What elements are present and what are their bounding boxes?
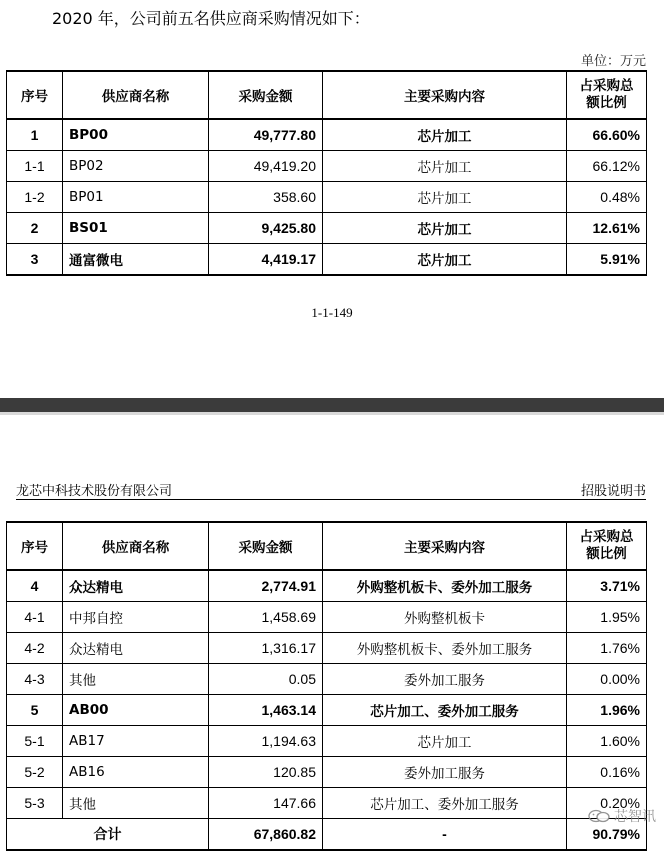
unit-label: 单位：万元 [580,54,646,69]
cell-seq: 4-3 [7,664,63,695]
cell-supplier-name: BP01 [63,182,209,213]
cell-pct: 0.00% [567,664,647,695]
header-name: 供应商名称 [63,522,209,570]
cell-amount: 9,425.80 [209,213,323,244]
cell-supplier-name: 通富微电 [63,244,209,276]
supplier-table-top [6,70,647,276]
table-row [7,664,647,695]
cell-content: 芯片加工、委外加工服务 [323,695,567,726]
cell-supplier-name: 中邦自控 [63,602,209,633]
cell-pct: 3.71% [567,570,647,602]
cell-pct: 66.12% [567,151,647,182]
header-seq: 序号 [7,522,63,570]
cell-seq: 5-3 [7,788,63,819]
cell-supplier-name: AB00 [63,695,209,726]
header-pct: 占采购总额比例 [567,522,647,570]
intro-text: 2020 年，公司前五名供应商采购情况如下： [52,9,370,28]
table-header-row [7,71,647,119]
cell-pct: 1.96% [567,695,647,726]
cell-seq: 4-1 [7,602,63,633]
header-name: 供应商名称 [63,71,209,119]
wechat-icon [588,809,610,823]
cell-supplier-name: BS01 [63,213,209,244]
cell-amount: 120.85 [209,757,323,788]
cell-amount: 49,777.80 [209,119,323,151]
cell-amount: 0.05 [209,664,323,695]
cell-seq: 5 [7,695,63,726]
cell-amount: 4,419.17 [209,244,323,276]
table-row [7,695,647,726]
cell-pct: 1.60% [567,726,647,757]
cell-content: 芯片加工、委外加工服务 [323,788,567,819]
cell-amount: 1,463.14 [209,695,323,726]
header-content: 主要采购内容 [323,71,567,119]
header-amount: 采购金额 [209,522,323,570]
cell-content: 芯片加工 [323,244,567,276]
total-content: - [323,819,567,851]
company-name: 龙芯中科技术股份有限公司 [16,484,173,499]
table-row [7,570,647,602]
table-row [7,788,647,819]
cell-amount: 358.60 [209,182,323,213]
cell-amount: 49,419.20 [209,151,323,182]
total-amount: 67,860.82 [209,819,323,851]
cell-supplier-name: 其他 [63,664,209,695]
cell-pct: 1.76% [567,633,647,664]
table-row [7,602,647,633]
table-row [7,244,647,276]
cell-supplier-name: 众达精电 [63,570,209,602]
cell-amount: 1,194.63 [209,726,323,757]
cell-seq: 1-1 [7,151,63,182]
watermark-text: 芯智讯 [614,809,656,825]
cell-content: 芯片加工 [323,151,567,182]
watermark [588,806,656,826]
cell-seq: 1 [7,119,63,151]
table-row [7,633,647,664]
cell-pct: 1.95% [567,602,647,633]
cell-seq: 3 [7,244,63,276]
cell-seq: 5-2 [7,757,63,788]
cell-supplier-name: AB17 [63,726,209,757]
cell-content: 外购整机板卡、委外加工服务 [323,633,567,664]
total-pct: 90.79% [567,819,647,851]
document-type: 招股说明书 [580,484,646,499]
cell-amount: 1,316.17 [209,633,323,664]
cell-supplier-name: BP00 [63,119,209,151]
cell-supplier-name: 众达精电 [63,633,209,664]
cell-amount: 1,458.69 [209,602,323,633]
cell-content: 委外加工服务 [323,664,567,695]
cell-supplier-name: AB16 [63,757,209,788]
table-row [7,119,647,151]
total-row [7,819,647,851]
cell-content: 芯片加工 [323,182,567,213]
header-amount: 采购金额 [209,71,323,119]
cell-content: 芯片加工 [323,726,567,757]
total-label: 合计 [7,819,209,851]
cell-content: 委外加工服务 [323,757,567,788]
cell-pct: 0.16% [567,757,647,788]
table-row [7,151,647,182]
cell-seq: 1-2 [7,182,63,213]
page-number: 1-1-149 [311,305,353,320]
cell-content: 芯片加工 [323,119,567,151]
table-row [7,213,647,244]
cell-seq: 4-2 [7,633,63,664]
header-content: 主要采购内容 [323,522,567,570]
cell-pct: 66.60% [567,119,647,151]
supplier-table-bottom [6,521,647,851]
cell-amount: 147.66 [209,788,323,819]
cell-content: 外购整机板卡、委外加工服务 [323,570,567,602]
cell-supplier-name: 其他 [63,788,209,819]
cell-pct: 5.91% [567,244,647,276]
cell-pct: 12.61% [567,213,647,244]
cell-seq: 5-1 [7,726,63,757]
cell-amount: 2,774.91 [209,570,323,602]
table-row [7,757,647,788]
cell-content: 外购整机板卡 [323,602,567,633]
table-header-row [7,522,647,570]
page-break-bar [0,398,664,412]
page-break-shadow [0,412,664,415]
header-pct: 占采购总额比例 [567,71,647,119]
cell-supplier-name: BP02 [63,151,209,182]
cell-content: 芯片加工 [323,213,567,244]
cell-seq: 4 [7,570,63,602]
table-row [7,182,647,213]
header-rule [16,499,646,500]
header-seq: 序号 [7,71,63,119]
cell-pct: 0.48% [567,182,647,213]
cell-pct: 0.20% [567,788,647,819]
cell-seq: 2 [7,213,63,244]
table-row [7,726,647,757]
